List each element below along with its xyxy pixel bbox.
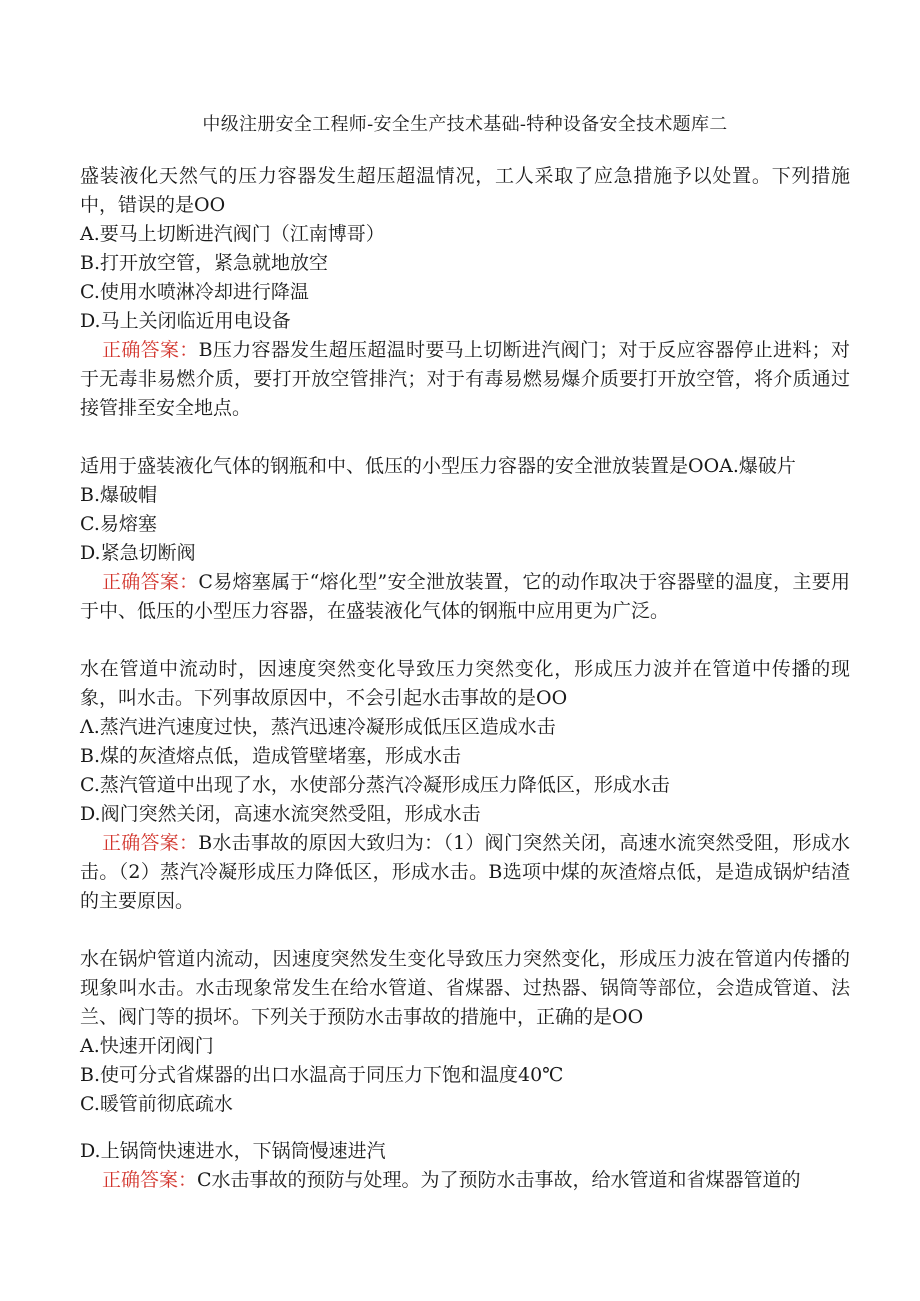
option-a: Λ.蒸汽进汽速度过快，蒸汽迅速冷凝形成低压区造成水击: [80, 716, 556, 738]
question-stem: 水在管道中流动时，因速度突然变化导致压力突然变化，形成压力波并在管道中传播的现象，叫水击。下列事故原因中，不会引起水击事故的是OO: [80, 658, 850, 709]
answer-text: B压力容器发生超压超温时要马上切断进汽阀门；对于反应容器停止进料；对于无毒非易燃介质，要打开放空管排汽；对于有毒易燃易爆介质要打开放空管，将介质通过接管排至安全地点。: [80, 339, 850, 419]
option-d: D.马上关闭临近用电设备: [80, 310, 291, 332]
question-1: [80, 162, 850, 423]
option-c: C.易熔塞: [80, 513, 157, 535]
answer-label: 正确答案：: [102, 339, 199, 361]
question-stem: 水在锅炉管道内流动，因速度突然发生变化导致压力突然变化，形成压力波在管道内传播的现象叫水击。水击现象常发生在给水管道、省煤器、过热器、锅筒等部位，会造成管道、法兰、阀门等的损坏。下列关于预防水击事故的措施中，正确的是OO: [80, 948, 850, 1028]
option-b: B.使可分式省煤器的出口水温高于同压力下饱和温度40℃: [80, 1064, 564, 1086]
option-d: D.上锅筒快速进水，下锅筒慢速进汽: [80, 1140, 386, 1162]
question-stem: 盛装液化天然气的压力容器发生超压超温情况，工人采取了应急措施予以处置。下列措施中，错误的是OO: [80, 165, 850, 216]
option-c: C.暖管前彻底疏水: [80, 1093, 233, 1115]
question-2: [80, 452, 850, 626]
option-d: D.紧急切断阀: [80, 542, 196, 564]
question-divider: [80, 423, 850, 452]
answer-explanation: [80, 336, 850, 423]
question-3: [80, 655, 850, 916]
answer-explanation: [80, 1166, 850, 1195]
question-stem: 适用于盛装液化气体的钢瓶和中、低压的小型压力容器的安全泄放装置是OOA.爆破片: [80, 455, 796, 477]
answer-explanation: [80, 568, 850, 626]
option-b: B.打开放空管，紧急就地放空: [80, 252, 329, 274]
answer-label: 正确答案：: [102, 571, 199, 593]
question-4: [80, 945, 850, 1195]
document-title: 中级注册安全工程师-安全生产技术基础-特种设备安全技术题库二: [202, 114, 728, 135]
answer-explanation: [80, 829, 850, 916]
answer-text: B水击事故的原因大致归为：（1）阀门突然关闭，高速水流突然受阻，形成水击。（2）蒸汽冷凝形成压力降低区，形成水击。B选项中煤的灰渣熔点低，是造成锅炉结渣的主要原因。: [80, 832, 850, 912]
option-a: A.要马上切断进汽阀门（江南博哥）: [80, 223, 385, 245]
option-b: B.煤的灰渣熔点低，造成管壁堵塞，形成水击: [80, 745, 462, 767]
answer-text: C易熔塞属于“熔化型”安全泄放装置，它的动作取决于容器壁的温度，主要用于中、低压的小型压力容器，在盛装液化气体的钢瓶中应用更为广泛。: [80, 571, 850, 622]
option-c: C.使用水喷淋冷却进行降温: [80, 281, 309, 303]
answer-label: 正确答案：: [102, 1169, 198, 1191]
option-a: A.快速开闭阀门: [80, 1035, 214, 1057]
answer-text: C水击事故的预防与处理。为了预防水击事故，给水管道和省煤器管道的: [197, 1169, 801, 1191]
question-divider: [80, 626, 850, 655]
question-divider: [80, 916, 850, 945]
option-d: D.阀门突然关闭，高速水流突然受阻，形成水击: [80, 803, 481, 825]
answer-label: 正确答案：: [102, 832, 199, 854]
document-page: [80, 110, 850, 1195]
option-b: B.爆破帽: [80, 484, 158, 506]
option-c: C.蒸汽管道中出现了水，水使部分蒸汽冷凝形成压力降低区，形成水击: [80, 774, 670, 796]
